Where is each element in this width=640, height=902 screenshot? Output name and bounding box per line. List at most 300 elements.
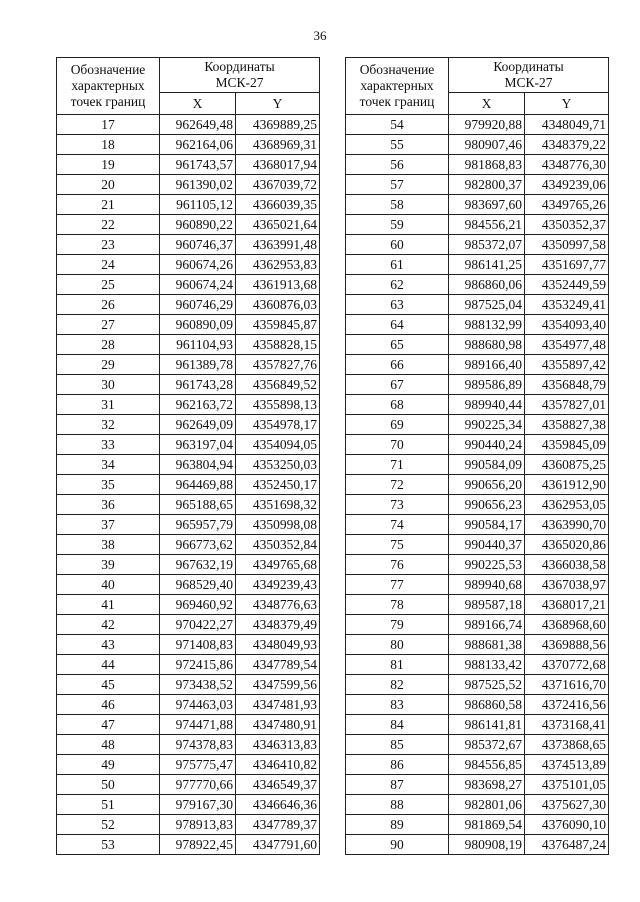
table-row (346, 235, 609, 255)
point-number-cell: 66 (346, 355, 449, 375)
x-coordinate-cell: 990225,34 (449, 415, 525, 435)
table-row (346, 215, 609, 235)
table-row (57, 775, 320, 795)
point-number-cell: 47 (57, 715, 160, 735)
page-number: 36 (313, 28, 327, 43)
y-coordinate-cell: 4348379,49 (236, 615, 320, 635)
point-number-cell: 77 (346, 575, 449, 595)
x-coordinate-cell: 960890,22 (160, 215, 236, 235)
point-number-cell: 59 (346, 215, 449, 235)
x-coordinate-cell: 970422,27 (160, 615, 236, 635)
point-number-cell: 62 (346, 275, 449, 295)
point-number-cell: 36 (57, 495, 160, 515)
point-number-cell: 45 (57, 675, 160, 695)
x-coordinate-cell: 963197,04 (160, 435, 236, 455)
table-row (57, 475, 320, 495)
x-coordinate-cell: 962164,06 (160, 135, 236, 155)
x-coordinate-cell: 988680,98 (449, 335, 525, 355)
table-row (346, 675, 609, 695)
point-number-cell: 53 (57, 835, 160, 855)
y-coordinate-cell: 4368017,94 (236, 155, 320, 175)
point-number-cell: 33 (57, 435, 160, 455)
y-coordinate-cell: 4350352,84 (236, 535, 320, 555)
y-coordinate-cell: 4354978,17 (236, 415, 320, 435)
y-coordinate-cell: 4376487,24 (525, 835, 609, 855)
table-row (57, 735, 320, 755)
x-coordinate-cell: 980908,19 (449, 835, 525, 855)
x-coordinate-cell: 984556,21 (449, 215, 525, 235)
point-number-cell: 83 (346, 695, 449, 715)
table-row (346, 195, 609, 215)
y-coordinate-cell: 4357827,01 (525, 395, 609, 415)
x-coordinate-cell: 961743,57 (160, 155, 236, 175)
y-coordinate-cell: 4371616,70 (525, 675, 609, 695)
y-coordinate-cell: 4375627,30 (525, 795, 609, 815)
point-number-cell: 40 (57, 575, 160, 595)
coordinates-title: Координаты (204, 59, 275, 74)
x-coordinate-cell: 988133,42 (449, 655, 525, 675)
x-coordinate-cell: 990225,53 (449, 555, 525, 575)
x-coordinate-cell: 975775,47 (160, 755, 236, 775)
table-row (346, 335, 609, 355)
x-coordinate-cell: 985372,67 (449, 735, 525, 755)
x-coordinate-cell: 974463,03 (160, 695, 236, 715)
table-row (57, 395, 320, 415)
x-coordinate-cell: 962649,09 (160, 415, 236, 435)
point-number-cell: 67 (346, 375, 449, 395)
x-coordinate-cell: 984556,85 (449, 755, 525, 775)
table-row (57, 575, 320, 595)
x-coordinate-cell: 982800,37 (449, 175, 525, 195)
y-coordinate-cell: 4363991,48 (236, 235, 320, 255)
point-number-cell: 41 (57, 595, 160, 615)
y-coordinate-cell: 4361912,90 (525, 475, 609, 495)
y-coordinate-cell: 4348776,63 (236, 595, 320, 615)
table-row (346, 175, 609, 195)
x-coordinate-cell: 981868,83 (449, 155, 525, 175)
y-coordinate-cell: 4366039,35 (236, 195, 320, 215)
x-coordinate-cell: 982801,06 (449, 795, 525, 815)
y-coordinate-cell: 4368968,60 (525, 615, 609, 635)
table-row (57, 195, 320, 215)
y-coordinate-cell: 4350352,37 (525, 215, 609, 235)
table-row (346, 735, 609, 755)
y-coordinate-cell: 4349765,68 (236, 555, 320, 575)
x-coordinate-cell: 960674,26 (160, 255, 236, 275)
y-coordinate-cell: 4354094,05 (236, 435, 320, 455)
point-number-cell: 43 (57, 635, 160, 655)
point-number-cell: 61 (346, 255, 449, 275)
y-coordinate-cell: 4376090,10 (525, 815, 609, 835)
table-row (57, 515, 320, 535)
table-row (57, 375, 320, 395)
x-coordinate-cell: 960674,24 (160, 275, 236, 295)
y-coordinate-cell: 4348379,22 (525, 135, 609, 155)
coordinates-title: Координаты (493, 59, 564, 74)
point-label-header (346, 58, 449, 115)
point-label-line1: Обозначение (359, 62, 435, 77)
y-coordinate-cell: 4347481,93 (236, 695, 320, 715)
point-number-cell: 90 (346, 835, 449, 855)
x-coordinate-cell: 990584,17 (449, 515, 525, 535)
x-coordinate-cell: 990656,20 (449, 475, 525, 495)
point-number-cell: 72 (346, 475, 449, 495)
y-coordinate-cell: 4360876,03 (236, 295, 320, 315)
x-coordinate-cell: 967632,19 (160, 555, 236, 575)
coordinates-group-header (160, 58, 320, 93)
point-number-cell: 81 (346, 655, 449, 675)
y-coordinate-cell: 4361913,68 (236, 275, 320, 295)
point-number-cell: 68 (346, 395, 449, 415)
point-number-cell: 25 (57, 275, 160, 295)
point-number-cell: 84 (346, 715, 449, 735)
table-row (346, 355, 609, 375)
table-row (57, 155, 320, 175)
table-row (346, 755, 609, 775)
table-row (346, 695, 609, 715)
point-number-cell: 54 (346, 115, 449, 135)
y-coordinate-cell: 4369888,56 (525, 635, 609, 655)
point-number-cell: 22 (57, 215, 160, 235)
point-number-cell: 75 (346, 535, 449, 555)
table-row (57, 595, 320, 615)
table-row (346, 455, 609, 475)
x-coordinate-cell: 978913,83 (160, 815, 236, 835)
coordinate-system: МСК-27 (504, 75, 553, 90)
x-coordinate-cell: 971408,83 (160, 635, 236, 655)
x-coordinate-cell: 977770,66 (160, 775, 236, 795)
table-body-left (57, 115, 320, 855)
point-number-cell: 79 (346, 615, 449, 635)
table-row (346, 715, 609, 735)
point-label-line2: характерных (360, 78, 434, 93)
point-number-cell: 88 (346, 795, 449, 815)
x-coordinate-cell: 980907,46 (449, 135, 525, 155)
point-number-cell: 85 (346, 735, 449, 755)
x-coordinate-cell: 986860,06 (449, 275, 525, 295)
table-row (346, 415, 609, 435)
table-row (346, 275, 609, 295)
point-number-cell: 64 (346, 315, 449, 335)
y-coordinate-cell: 4362953,83 (236, 255, 320, 275)
table-row (57, 315, 320, 335)
table-row (57, 695, 320, 715)
table-row (57, 815, 320, 835)
point-number-cell: 34 (57, 455, 160, 475)
y-coordinate-cell: 4362953,05 (525, 495, 609, 515)
table-row (57, 295, 320, 315)
y-coordinate-cell: 4348776,30 (525, 155, 609, 175)
y-coordinate-cell: 4350997,58 (525, 235, 609, 255)
x-coordinate-cell: 965188,65 (160, 495, 236, 515)
table-row (57, 335, 320, 355)
table-row (57, 655, 320, 675)
y-coordinate-cell: 4360875,25 (525, 455, 609, 475)
x-coordinate-cell: 968529,40 (160, 575, 236, 595)
y-coordinate-cell: 4355898,13 (236, 395, 320, 415)
y-coordinate-cell: 4365020,86 (525, 535, 609, 555)
table-row (346, 255, 609, 275)
x-coordinate-cell: 987525,04 (449, 295, 525, 315)
point-label-line3: точек границ (359, 94, 435, 109)
y-coordinate-cell: 4374513,89 (525, 755, 609, 775)
point-number-cell: 73 (346, 495, 449, 515)
table-row (346, 375, 609, 395)
table-row (346, 435, 609, 455)
y-coordinate-cell: 4368017,21 (525, 595, 609, 615)
table-row (346, 555, 609, 575)
point-label-line2: характерных (71, 78, 145, 93)
table-row (346, 575, 609, 595)
table-row (346, 775, 609, 795)
y-coordinate-cell: 4370772,68 (525, 655, 609, 675)
table-row (346, 495, 609, 515)
y-coordinate-cell: 4369889,25 (236, 115, 320, 135)
table-row (57, 635, 320, 655)
x-column-header: X (449, 93, 525, 115)
point-number-cell: 19 (57, 155, 160, 175)
y-coordinate-cell: 4347789,37 (236, 815, 320, 835)
x-coordinate-cell: 961105,12 (160, 195, 236, 215)
point-number-cell: 27 (57, 315, 160, 335)
point-number-cell: 82 (346, 675, 449, 695)
point-number-cell: 28 (57, 335, 160, 355)
point-number-cell: 56 (346, 155, 449, 175)
table-row (57, 555, 320, 575)
x-coordinate-cell: 986141,25 (449, 255, 525, 275)
point-number-cell: 44 (57, 655, 160, 675)
y-coordinate-cell: 4372416,56 (525, 695, 609, 715)
point-number-cell: 55 (346, 135, 449, 155)
table-row (57, 675, 320, 695)
point-number-cell: 57 (346, 175, 449, 195)
y-coordinate-cell: 4354977,48 (525, 335, 609, 355)
y-coordinate-cell: 4356849,52 (236, 375, 320, 395)
point-number-cell: 70 (346, 435, 449, 455)
x-coordinate-cell: 986860,58 (449, 695, 525, 715)
table-row (57, 235, 320, 255)
x-coordinate-cell: 960890,09 (160, 315, 236, 335)
table-body-right (346, 115, 609, 855)
y-coordinate-cell: 4368969,31 (236, 135, 320, 155)
x-coordinate-cell: 981869,54 (449, 815, 525, 835)
y-coordinate-cell: 4348049,71 (525, 115, 609, 135)
table-row (57, 455, 320, 475)
table-row (346, 115, 609, 135)
point-number-cell: 78 (346, 595, 449, 615)
y-coordinate-cell: 4347789,54 (236, 655, 320, 675)
table-row (57, 435, 320, 455)
x-coordinate-cell: 989940,68 (449, 575, 525, 595)
x-coordinate-cell: 961389,78 (160, 355, 236, 375)
point-number-cell: 63 (346, 295, 449, 315)
x-coordinate-cell: 986141,81 (449, 715, 525, 735)
x-coordinate-cell: 989940,44 (449, 395, 525, 415)
table-row (346, 395, 609, 415)
y-coordinate-cell: 4350998,08 (236, 515, 320, 535)
point-number-cell: 52 (57, 815, 160, 835)
point-number-cell: 76 (346, 555, 449, 575)
point-label-header (57, 58, 160, 115)
point-number-cell: 87 (346, 775, 449, 795)
table-row (57, 135, 320, 155)
y-coordinate-cell: 4349765,26 (525, 195, 609, 215)
point-number-cell: 48 (57, 735, 160, 755)
point-number-cell: 74 (346, 515, 449, 535)
y-column-header: Y (236, 93, 320, 115)
y-coordinate-cell: 4375101,05 (525, 775, 609, 795)
point-number-cell: 39 (57, 555, 160, 575)
x-coordinate-cell: 963804,94 (160, 455, 236, 475)
y-coordinate-cell: 4349239,43 (236, 575, 320, 595)
table-row (346, 155, 609, 175)
x-coordinate-cell: 962163,72 (160, 395, 236, 415)
y-coordinate-cell: 4373168,41 (525, 715, 609, 735)
coordinates-table-left (56, 57, 320, 855)
y-coordinate-cell: 4358828,15 (236, 335, 320, 355)
y-coordinate-cell: 4353250,03 (236, 455, 320, 475)
y-coordinate-cell: 4359845,87 (236, 315, 320, 335)
x-coordinate-cell: 979167,30 (160, 795, 236, 815)
table-row (57, 755, 320, 775)
table-row (346, 475, 609, 495)
y-coordinate-cell: 4365021,64 (236, 215, 320, 235)
y-coordinate-cell: 4367039,72 (236, 175, 320, 195)
table-row (346, 535, 609, 555)
coordinates-group-header (449, 58, 609, 93)
point-number-cell: 50 (57, 775, 160, 795)
table-row (57, 255, 320, 275)
table-row (57, 535, 320, 555)
x-coordinate-cell: 966773,62 (160, 535, 236, 555)
y-coordinate-cell: 4355897,42 (525, 355, 609, 375)
table-row (57, 175, 320, 195)
table-row (57, 275, 320, 295)
x-coordinate-cell: 985372,07 (449, 235, 525, 255)
y-column-header: Y (525, 93, 609, 115)
point-number-cell: 35 (57, 475, 160, 495)
point-number-cell: 49 (57, 755, 160, 775)
point-number-cell: 17 (57, 115, 160, 135)
table-row (57, 115, 320, 135)
table-row (346, 815, 609, 835)
point-number-cell: 30 (57, 375, 160, 395)
point-number-cell: 38 (57, 535, 160, 555)
x-coordinate-cell: 969460,92 (160, 595, 236, 615)
coordinates-table-right (345, 57, 609, 855)
table-row (346, 635, 609, 655)
x-coordinate-cell: 961104,93 (160, 335, 236, 355)
point-number-cell: 46 (57, 695, 160, 715)
y-coordinate-cell: 4346410,82 (236, 755, 320, 775)
table-row (346, 615, 609, 635)
y-coordinate-cell: 4351698,32 (236, 495, 320, 515)
y-coordinate-cell: 4352449,59 (525, 275, 609, 295)
x-coordinate-cell: 983697,60 (449, 195, 525, 215)
point-number-cell: 42 (57, 615, 160, 635)
point-number-cell: 29 (57, 355, 160, 375)
table-row (346, 135, 609, 155)
x-coordinate-cell: 961390,02 (160, 175, 236, 195)
point-number-cell: 69 (346, 415, 449, 435)
x-coordinate-cell: 989587,18 (449, 595, 525, 615)
y-coordinate-cell: 4348049,93 (236, 635, 320, 655)
table-row (346, 655, 609, 675)
y-coordinate-cell: 4363990,70 (525, 515, 609, 535)
table-row (57, 415, 320, 435)
point-number-cell: 20 (57, 175, 160, 195)
y-coordinate-cell: 4346313,83 (236, 735, 320, 755)
x-coordinate-cell: 990656,23 (449, 495, 525, 515)
y-coordinate-cell: 4346549,37 (236, 775, 320, 795)
table-row (57, 795, 320, 815)
y-coordinate-cell: 4349239,06 (525, 175, 609, 195)
y-coordinate-cell: 4367038,97 (525, 575, 609, 595)
x-coordinate-cell: 961743,28 (160, 375, 236, 395)
y-coordinate-cell: 4357827,76 (236, 355, 320, 375)
y-coordinate-cell: 4346646,36 (236, 795, 320, 815)
table-row (346, 295, 609, 315)
point-number-cell: 58 (346, 195, 449, 215)
table-row (57, 835, 320, 855)
x-coordinate-cell: 990584,09 (449, 455, 525, 475)
x-coordinate-cell: 962649,48 (160, 115, 236, 135)
point-number-cell: 65 (346, 335, 449, 355)
y-coordinate-cell: 4347480,91 (236, 715, 320, 735)
y-coordinate-cell: 4354093,40 (525, 315, 609, 335)
table-row (346, 595, 609, 615)
point-number-cell: 80 (346, 635, 449, 655)
y-coordinate-cell: 4353249,41 (525, 295, 609, 315)
x-coordinate-cell: 989586,89 (449, 375, 525, 395)
point-number-cell: 24 (57, 255, 160, 275)
x-coordinate-cell: 973438,52 (160, 675, 236, 695)
x-coordinate-cell: 974378,83 (160, 735, 236, 755)
x-coordinate-cell: 965957,79 (160, 515, 236, 535)
table-row (346, 315, 609, 335)
point-number-cell: 71 (346, 455, 449, 475)
point-number-cell: 89 (346, 815, 449, 835)
table-row (346, 515, 609, 535)
point-number-cell: 32 (57, 415, 160, 435)
x-coordinate-cell: 974471,88 (160, 715, 236, 735)
point-number-cell: 21 (57, 195, 160, 215)
table-row (57, 215, 320, 235)
x-coordinate-cell: 983698,27 (449, 775, 525, 795)
x-coordinate-cell: 989166,40 (449, 355, 525, 375)
x-coordinate-cell: 960746,37 (160, 235, 236, 255)
point-label-line1: Обозначение (70, 62, 146, 77)
y-coordinate-cell: 4347791,60 (236, 835, 320, 855)
x-coordinate-cell: 960746,29 (160, 295, 236, 315)
y-coordinate-cell: 4351697,77 (525, 255, 609, 275)
y-coordinate-cell: 4366038,58 (525, 555, 609, 575)
x-coordinate-cell: 990440,24 (449, 435, 525, 455)
y-coordinate-cell: 4347599,56 (236, 675, 320, 695)
point-number-cell: 18 (57, 135, 160, 155)
y-coordinate-cell: 4359845,09 (525, 435, 609, 455)
table-row (346, 835, 609, 855)
y-coordinate-cell: 4358827,38 (525, 415, 609, 435)
point-label-line3: точек границ (70, 94, 146, 109)
coordinate-system: МСК-27 (215, 75, 264, 90)
x-coordinate-cell: 979920,88 (449, 115, 525, 135)
table-row (57, 715, 320, 735)
table-row (57, 615, 320, 635)
x-coordinate-cell: 978922,45 (160, 835, 236, 855)
x-coordinate-cell: 990440,37 (449, 535, 525, 555)
x-coordinate-cell: 964469,88 (160, 475, 236, 495)
